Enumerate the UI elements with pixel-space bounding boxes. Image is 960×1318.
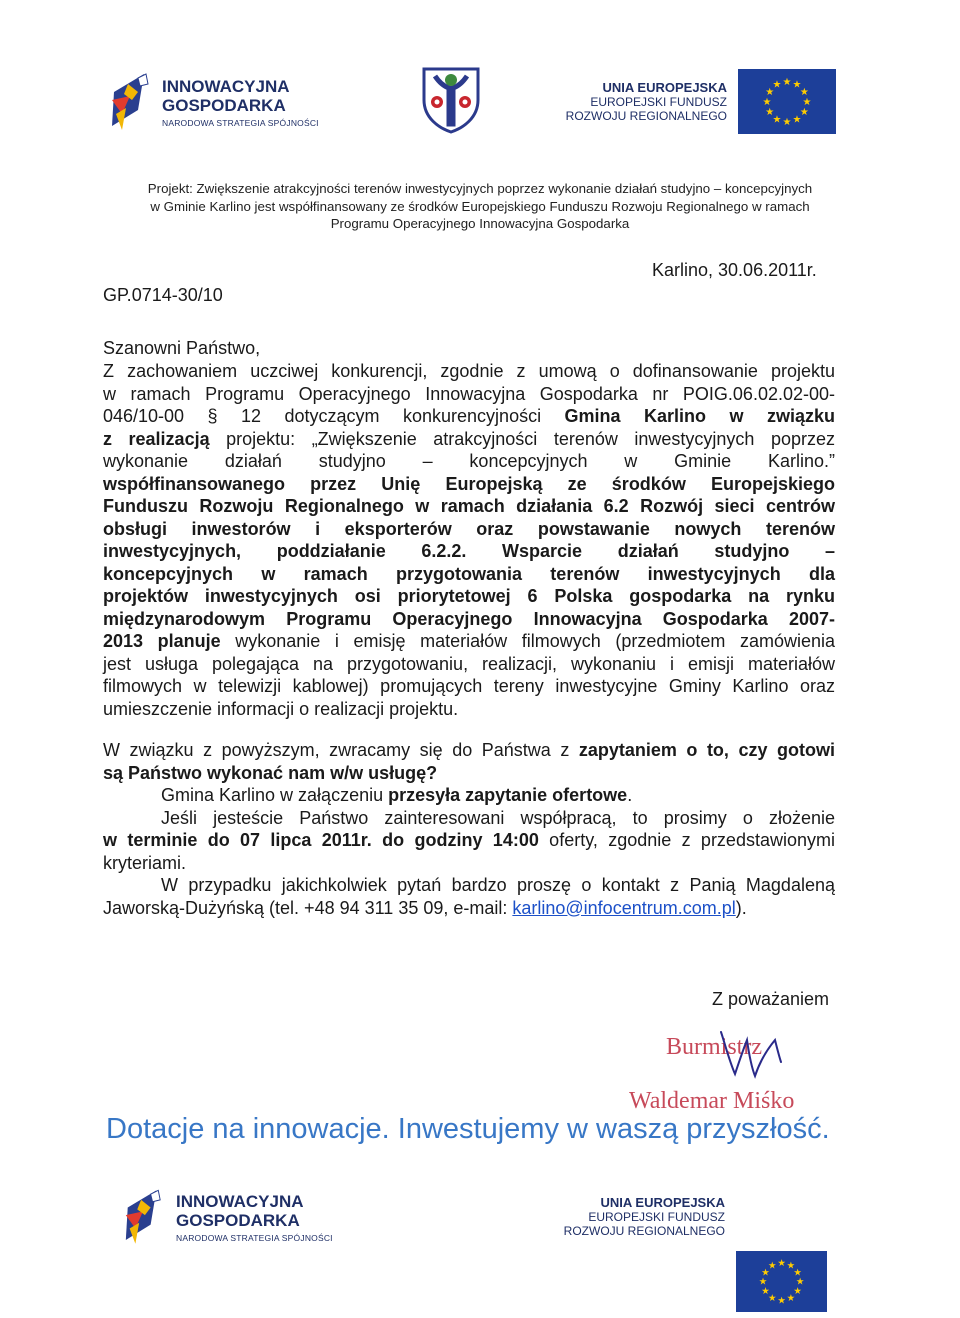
p2-bold: zapytaniem o to, czy gotowi <box>578 740 835 760</box>
eu-star-icon: ★ <box>777 1258 786 1269</box>
eu-star-icon: ★ <box>799 107 809 118</box>
footer-eu-flag-icon <box>736 1251 827 1312</box>
ue-line-3: ROZWOJU REGIONALNEGO <box>563 1224 725 1239</box>
p1-line <box>103 405 835 428</box>
logo-line-1: INNOWACYJNA <box>162 77 290 97</box>
p2-text: Jaworską-Dużyńską (tel. +48 94 311 35 09, e-mail: <box>103 897 513 918</box>
p2-text: oferty, zgodnie z przedstawionymi <box>538 830 835 850</box>
p2-line <box>103 784 835 807</box>
p1-bold: Gmina Karlino w związku <box>564 406 835 426</box>
p1-line <box>103 428 835 451</box>
logo-line-2: GOSPODARKA <box>176 1211 300 1231</box>
logo-line-2: GOSPODARKA <box>162 96 286 116</box>
p1-text: 046/10-00 § 12 dotyczącym konkurencyjności <box>103 406 565 426</box>
eu-star-icon: ★ <box>799 87 809 98</box>
p1-line: umieszczenie informacji o realizacji projektu. <box>103 698 459 719</box>
p1-line: jest usługa polegająca na przygotowaniu, realizacji, wykonaniu i emisji materiałów <box>103 653 835 674</box>
p1-line: obsługi inwestorów i eksporterów oraz powstawanie nowych terenów <box>103 518 835 539</box>
p1-line: filmowych w telewizji kablowej) promujących tereny inwestycyjne Gminy Karlino oraz <box>103 676 835 696</box>
logo-line-3: NARODOWA STRATEGIA SPÓJNOŚCI <box>162 118 319 129</box>
letter-date: Karlino, 30.06.2011r. <box>652 260 817 280</box>
intro-line-2: w Gminie Karlino jest współfinansowany ze środków Europejskiego Funduszu Rozwoju Regionalnego w ramach <box>150 198 810 214</box>
p1-line: Z zachowaniem uczciwej konkurencji, zgodnie z umową o dofinansowanie projektu <box>103 361 835 381</box>
eu-star-icon: ★ <box>792 114 802 126</box>
eu-star-icon: ★ <box>772 79 782 91</box>
p1-line: koncepcyjnych w ramach przygotowania terenów inwestycyjnych dla <box>103 563 835 584</box>
eu-star-icon: ★ <box>772 114 782 126</box>
ue-line-1: UNIA EUROPEJSKA <box>602 80 727 95</box>
p1-line: inwestycyjnych, poddziałanie 6.2.2. Wsparcie działań studyjno – <box>103 541 835 561</box>
ue-line-1: UNIA EUROPEJSKA <box>600 1195 725 1210</box>
p1-line: międzynarodowym Programu Operacyjnego Innowacyjna Gospodarka 2007- <box>103 608 835 629</box>
signature-icon <box>715 1026 785 1091</box>
p2-line: są Państwo wykonać nam w/w usługę? <box>103 762 438 783</box>
p2-line: Jeśli jesteście Państwo zainteresowani współpracą, to prosimy o złożenie <box>161 807 835 828</box>
p2-text: ). <box>735 897 747 918</box>
footer-innowacyjna-gospodarka-logo <box>122 1186 333 1250</box>
eu-star-icon: ★ <box>793 1286 802 1297</box>
p1-line: współfinansowanego przez Unię Europejską ze środków Europejskiego <box>103 473 835 494</box>
eu-star-icon: ★ <box>786 1292 795 1303</box>
footer-ue-efrr-label <box>538 1195 725 1239</box>
eu-star-icon: ★ <box>802 97 812 108</box>
eu-star-icon: ★ <box>761 1267 770 1278</box>
p1-bold: 2013 planuje <box>103 631 221 651</box>
logo-line-1: INNOWACYJNA <box>176 1192 304 1212</box>
eu-star-icon: ★ <box>758 1276 768 1287</box>
eu-star-icon: ★ <box>782 77 792 88</box>
logo-line-3: NARODOWA STRATEGIA SPÓJNOŚCI <box>176 1233 333 1244</box>
intro-line-3: Programu Operacyjnego Innowacyjna Gospodarka <box>330 216 630 231</box>
eu-star-icon: ★ <box>777 1295 786 1306</box>
eu-star-icon: ★ <box>765 87 775 98</box>
eu-star-icon: ★ <box>786 1260 795 1271</box>
p2-line <box>103 897 835 920</box>
p1-line <box>103 630 835 653</box>
ue-efrr-label <box>540 80 727 124</box>
p1-line: projektów inwestycyjnych osi priorytetowej 6 Polska gospodarka na rynku <box>103 586 835 606</box>
eu-star-icon: ★ <box>762 97 772 108</box>
p2-text: W związku z powyższym, zwracamy się do Państwa z <box>103 740 579 760</box>
greeting: Szanowni Państwo, <box>103 338 261 358</box>
p1-text: wykonanie i emisję materiałów filmowych (przedmiotem zamówienia <box>220 631 835 651</box>
email-link[interactable]: karlino@infocentrum.com.pl <box>512 897 736 918</box>
paragraph-request <box>103 739 835 919</box>
eu-star-icon: ★ <box>768 1292 777 1303</box>
p2-bold: przesyła zapytanie ofertowe <box>388 785 628 805</box>
eu-flag-icon <box>738 69 836 134</box>
p2-line: kryteriami. <box>103 852 187 873</box>
eu-star-icon: ★ <box>793 1267 802 1278</box>
p2-line: W przypadku jakichkolwiek pytań bardzo proszę o kontakt z Panią Magdaleną <box>161 875 835 895</box>
p1-text: projektu: „Zwiększenie atrakcyjności terenów inwestycyjnych poprzez <box>209 428 835 449</box>
eu-star-icon: ★ <box>782 117 792 128</box>
innowacyjna-gospodarka-logo-icon <box>122 1186 164 1250</box>
p2-line <box>103 829 835 852</box>
project-intro <box>60 180 900 233</box>
eu-star-icon: ★ <box>761 1286 770 1297</box>
slogan: Dotacje na innowacje. Inwestujemy w waszą przyszłość. <box>106 1113 830 1145</box>
intro-line-1: Projekt: Zwiększenie atrakcyjności terenów inwestycyjnych poprzez wykonanie działań studyjno – koncepcyjnych <box>147 181 813 196</box>
ue-line-2: EUROPEJSKI FUNDUSZ <box>588 1210 725 1225</box>
p1-line: w ramach Programu Operacyjnego Innowacyjna Gospodarka nr POIG.06.02.02-00- <box>103 383 835 404</box>
coat-of-arms-icon <box>421 66 481 139</box>
closing: Z poważaniem <box>712 989 830 1009</box>
paragraph-main <box>103 360 835 720</box>
p2-text: . <box>627 785 633 805</box>
p1-bold: z realizacją <box>103 428 210 449</box>
p1-line: Funduszu Rozwoju Regionalnego w ramach działania 6.2 Rozwój sieci centrów <box>103 496 835 516</box>
p2-line <box>103 739 835 762</box>
p2-text: Gmina Karlino w załączeniu <box>161 785 389 805</box>
stamp-title: Burmistrz <box>666 1034 762 1060</box>
eu-star-icon: ★ <box>795 1276 805 1287</box>
eu-star-icon: ★ <box>765 107 775 118</box>
p2-bold: w terminie do 07 lipca 2011r. do godziny 14:00 <box>103 830 539 850</box>
reference-number: GP.0714-30/10 <box>103 285 223 305</box>
eu-star-icon: ★ <box>792 79 802 91</box>
stamp-name: Waldemar Miśko <box>629 1088 795 1114</box>
eu-star-icon: ★ <box>768 1260 777 1271</box>
innowacyjna-gospodarka-logo-icon <box>108 70 152 136</box>
p1-line: wykonanie działań studyjno – koncepcyjnych w Gminie Karlino.” <box>103 451 835 471</box>
innowacyjna-gospodarka-logo <box>108 70 319 136</box>
ue-line-3: ROZWOJU REGIONALNEGO <box>565 109 727 124</box>
ue-line-2: EUROPEJSKI FUNDUSZ <box>590 95 727 110</box>
